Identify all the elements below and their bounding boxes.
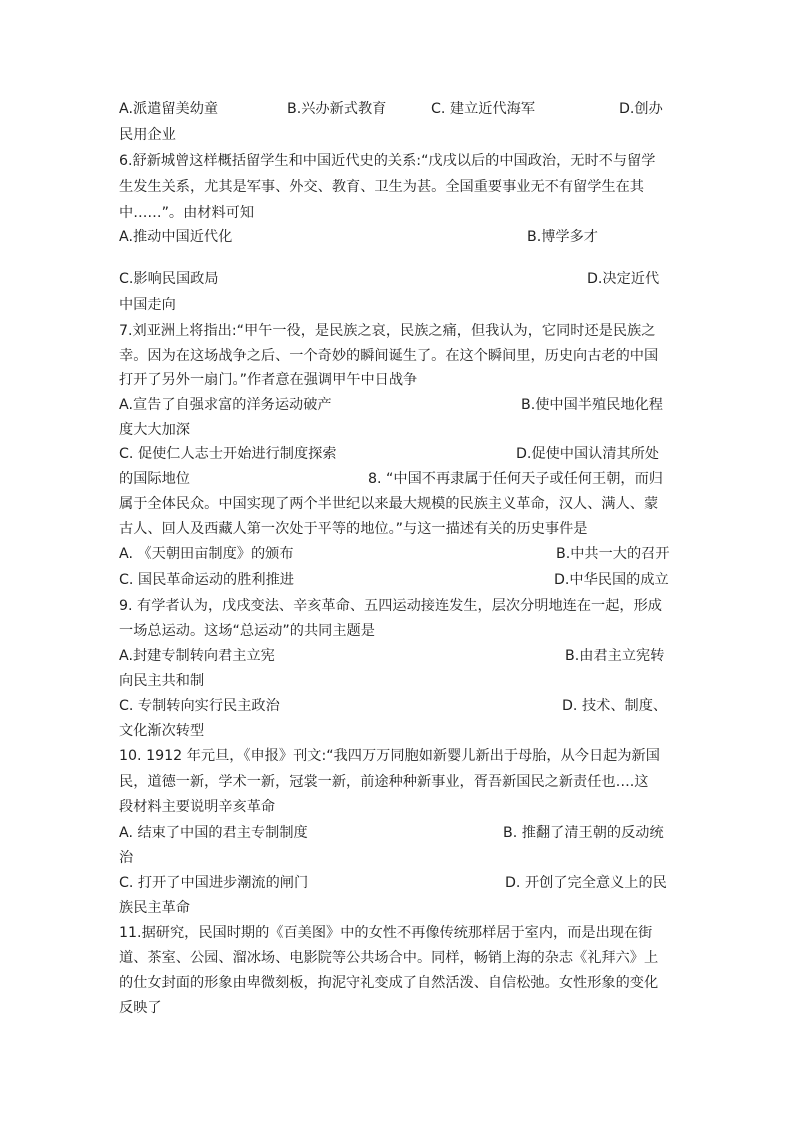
q7-stem-line3: 打开了另外一扇门。”作者意在强调甲午中日战争 [119,372,418,388]
q11-stem-line1: 11.据研究，民国时期的《百美图》中的女性不再像传统那样居于室内，而是出现在街 [119,925,653,941]
q6-stem-line2: 生发生关系，尤其是军事、外交、教育、卫生为甚。全国重要事业无不有留学生在其 [119,179,644,195]
q6-option-d-cont: 中国走向 [119,297,176,313]
q6-stem-line3: 中……”。由材料可知 [119,205,255,221]
q8-stem-line1: 8. “中国不再隶属于任何天子或任何王朝，而归 [368,471,663,487]
q6-stem-line1: 6.舒新城曾这样概括留学生和中国近代史的关系:“戊戌以后的中国政治，无时不与留学 [119,153,656,169]
q7-option-b-cont: 度大大加深 [119,422,190,438]
q9-option-d: D. 技术、制度、 [562,698,668,714]
q6-option-d: D.决定近代 [587,271,660,287]
q8-option-a: A. 《天朝田亩制度》的颁布 [119,546,294,562]
q9-option-a: A.封建专制转向君主立宪 [119,648,275,664]
q7-stem-line1: 7.刘亚洲上将指出:“甲午一役，是民族之哀，民族之痛，但我认为，它同时还是民族之 [119,323,656,339]
q6-option-c: C.影响民国政局 [119,271,219,287]
q10-option-a: A. 结束了中国的君主专制制度 [119,825,308,841]
q9-option-c: C. 专制转向实行民主政治 [119,698,280,714]
q7-option-c: C. 促使仁人志士开始进行制度探索 [119,446,337,462]
q11-stem-line3: 的仕女封面的形象由卑微刻板，拘泥守礼变成了自然活泼、自信松弛。女性形象的变化 [119,975,659,991]
q10-stem-line2: 民，道德一新，学术一新，冠裳一新，前途种种新事业，胥吾新国民之新责任也….这 [119,774,649,790]
q8-stem-line3: 古人、回人及西藏人第一次处于平等的地位。”与这一描述有关的历史事件是 [119,521,588,537]
q5-option-d: D.创办 [619,101,663,117]
q11-stem-line2: 道、茶室、公园、溜冰场、电影院等公共场合中。同样，畅销上海的杂志《礼拜六》上 [119,950,659,966]
q8-option-b: B.中共一大的召开 [556,546,670,562]
q11-stem-line4: 反映了 [119,1000,162,1016]
q9-stem-line1: 9. 有学者认为，戊戌变法、辛亥革命、五四运动接连发生，层次分明地连在一起，形成 [119,598,662,614]
q10-option-c: C. 打开了中国进步潮流的闸门 [119,875,309,891]
q10-stem-line1: 10. 1912 年元旦，《申报》刊文:“我四万万同胞如新婴儿新出于母胎，从今日起为新国 [119,748,660,764]
q7-option-d: D.促使中国认清其所处 [516,446,660,462]
q6-option-a: A.推动中国近代化 [119,229,233,245]
q5-option-d-cont: 民用企业 [119,127,176,143]
q7-option-d-cont: 的国际地位 [119,471,190,487]
q9-option-b-cont: 向民主共和制 [119,673,205,689]
q9-stem-line2: 一场总运动。这场“总运动”的共同主题是 [119,623,375,639]
q8-option-d: D.中华民国的成立 [554,572,669,588]
q10-option-b: B. 推翻了清王朝的反动统 [503,825,664,841]
q5-option-b: B.兴办新式教育 [287,101,387,117]
q7-option-b: B.使中国半殖民地化程 [521,397,663,413]
q6-option-b: B.博学多才 [527,229,598,245]
q9-option-b: B.由君主立宪转 [565,648,665,664]
q10-option-b-cont: 治 [119,850,134,866]
q7-option-a: A.宣告了自强求富的洋务运动破产 [119,397,332,413]
q8-stem-line2: 属于全体民众。中国实现了两个半世纪以来最大规模的民族主义革命，汉人、满人、蒙 [119,496,659,512]
q5-option-a: A.派遣留美幼童 [119,101,219,117]
q10-option-d: D. 开创了完全意义上的民 [505,875,667,891]
q9-option-d-cont: 文化渐次转型 [119,723,205,739]
q8-option-c: C. 国民革命运动的胜利推进 [119,572,294,588]
q10-option-d-cont: 族民主革命 [119,900,190,916]
q5-option-c: C. 建立近代海军 [431,101,536,117]
q7-stem-line2: 幸。因为在这场战争之后、一个奇妙的瞬间诞生了。在这个瞬间里，历史向古老的中国 [119,348,659,364]
q10-stem-line3: 段材料主要说明辛亥革命 [119,799,276,815]
